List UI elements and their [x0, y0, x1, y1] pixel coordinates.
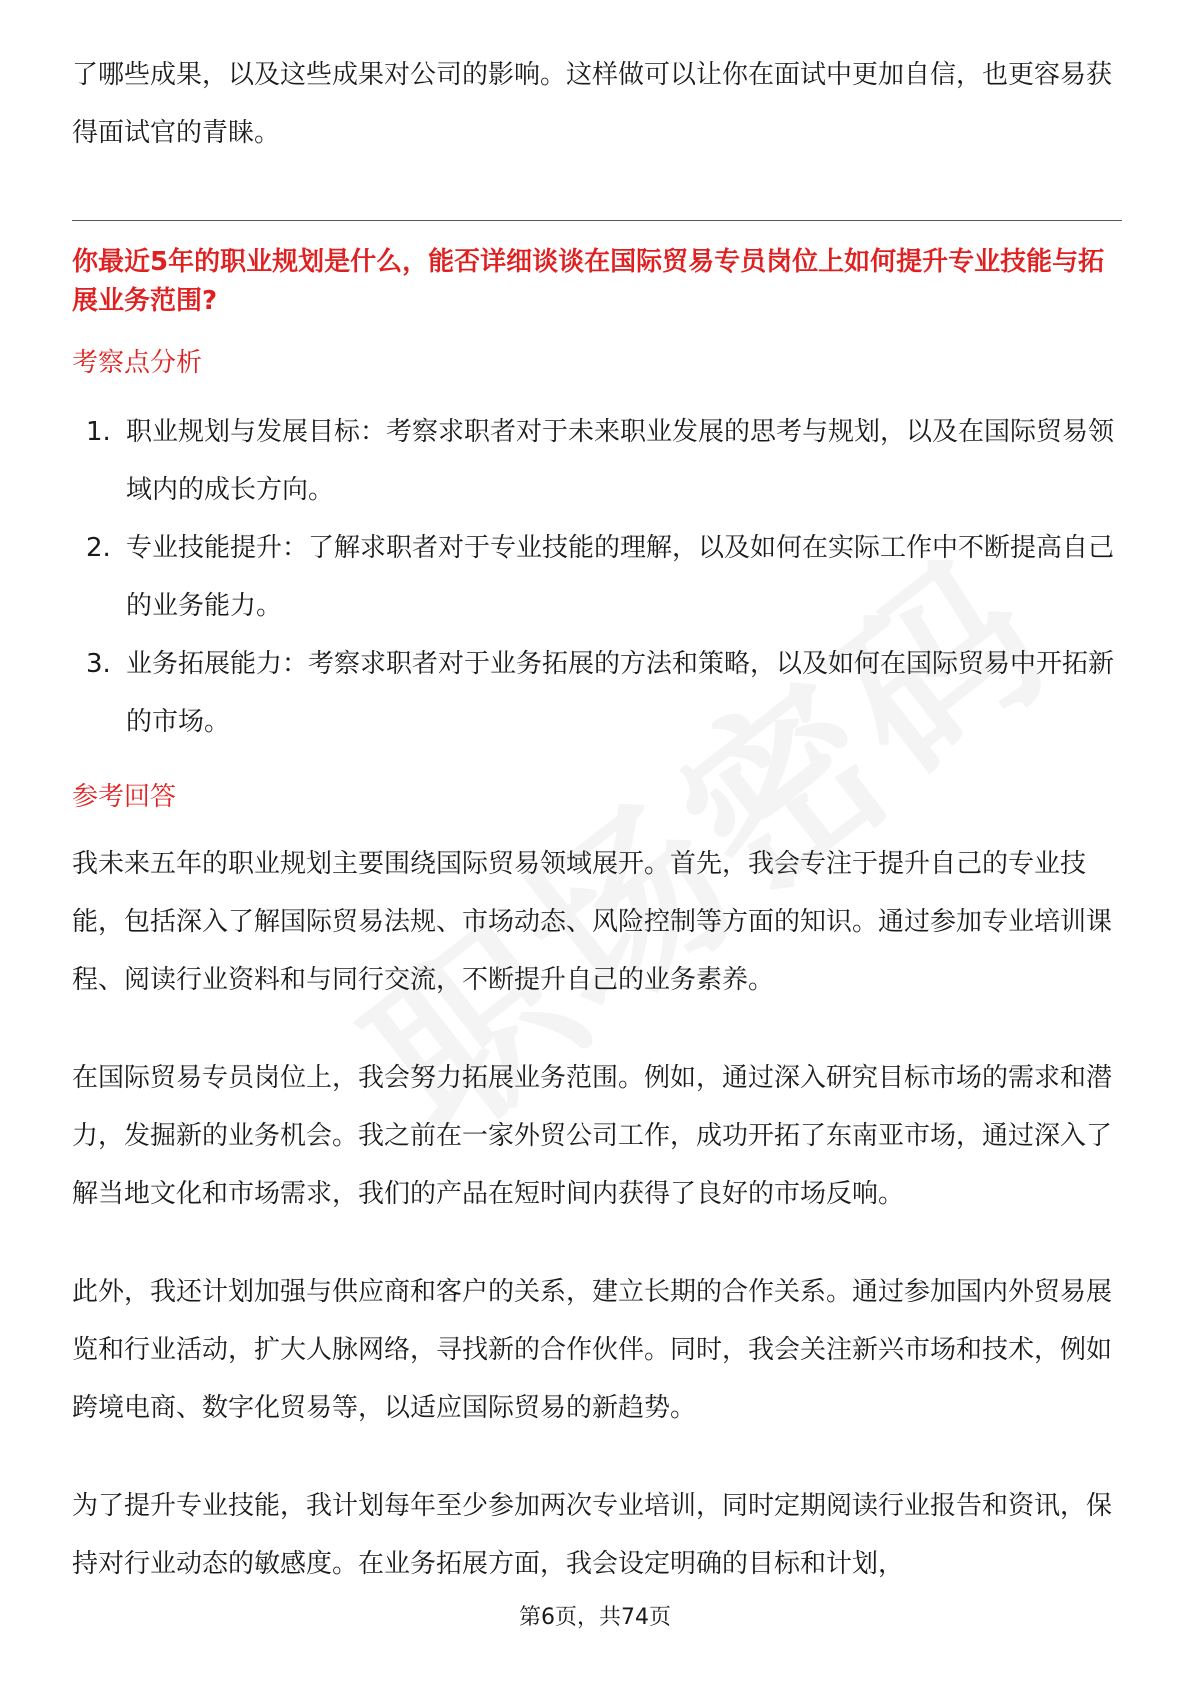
document-page: [72, 46, 1122, 1593]
list-item: [72, 519, 1122, 635]
answer-paragraph: 在国际贸易专员岗位上，我会努力拓展业务范围。例如，通过深入研究目标市场的需求和潜力，发掘新的业务机会。我之前在一家外贸公司工作，成功开拓了东南亚市场，通过深入了解当地文化和市场需求，我们的产品在短时间内获得了良好的市场反响。: [72, 1063, 1113, 1209]
intro-paragraph: 了哪些成果，以及这些成果对公司的影响。这样做可以让你在面试中更加自信，也更容易获得面试官的青睐。: [72, 60, 1113, 148]
section-divider: [72, 220, 1122, 221]
analysis-heading: 考察点分析: [72, 348, 203, 378]
answer-paragraph: 为了提升专业技能，我计划每年至少参加两次专业培训，同时定期阅读行业报告和资讯，保持对行业动态的敏感度。在业务拓展方面，我会设定明确的目标和计划，: [72, 1491, 1113, 1579]
answer-paragraph: 我未来五年的职业规划主要围绕国际贸易领域展开。首先，我会专注于提升自己的专业技能，包括深入了解国际贸易法规、市场动态、风险控制等方面的知识。通过参加专业培训课程、阅读行业资料和与同行交流，不断提升自己的业务素养。: [72, 849, 1113, 995]
answer-paragraph: 此外，我还计划加强与供应商和客户的关系，建立长期的合作关系。通过参加国内外贸易展览和行业活动，扩大人脉网络，寻找新的合作伙伴。同时，我会关注新兴市场和技术，例如跨境电商、数字化贸易等，以适应国际贸易的新趋势。: [72, 1277, 1113, 1423]
list-item-text: 职业规划与发展目标：考察求职者对于未来职业发展的思考与规划，以及在国际贸易领域内的成长方向。: [126, 417, 1115, 505]
list-number: 3.: [86, 649, 111, 679]
question-title: 你最近5年的职业规划是什么，能否详细谈谈在国际贸易专员岗位上如何提升专业技能与拓展业务范围?: [72, 247, 1105, 316]
page-number: 第6页，共74页: [519, 1605, 671, 1630]
list-item: [72, 403, 1122, 519]
list-number: 2.: [86, 533, 111, 563]
list-item: [72, 635, 1122, 751]
list-item-text: 业务拓展能力：考察求职者对于业务拓展的方法和策略，以及如何在国际贸易中开拓新的市场。: [126, 649, 1115, 737]
list-number: 1.: [86, 417, 111, 447]
answer-heading: 参考回答: [72, 782, 177, 812]
list-item-text: 专业技能提升：了解求职者对于专业技能的理解，以及如何在实际工作中不断提高自己的业务能力。: [126, 533, 1115, 621]
analysis-list: [72, 403, 1122, 751]
